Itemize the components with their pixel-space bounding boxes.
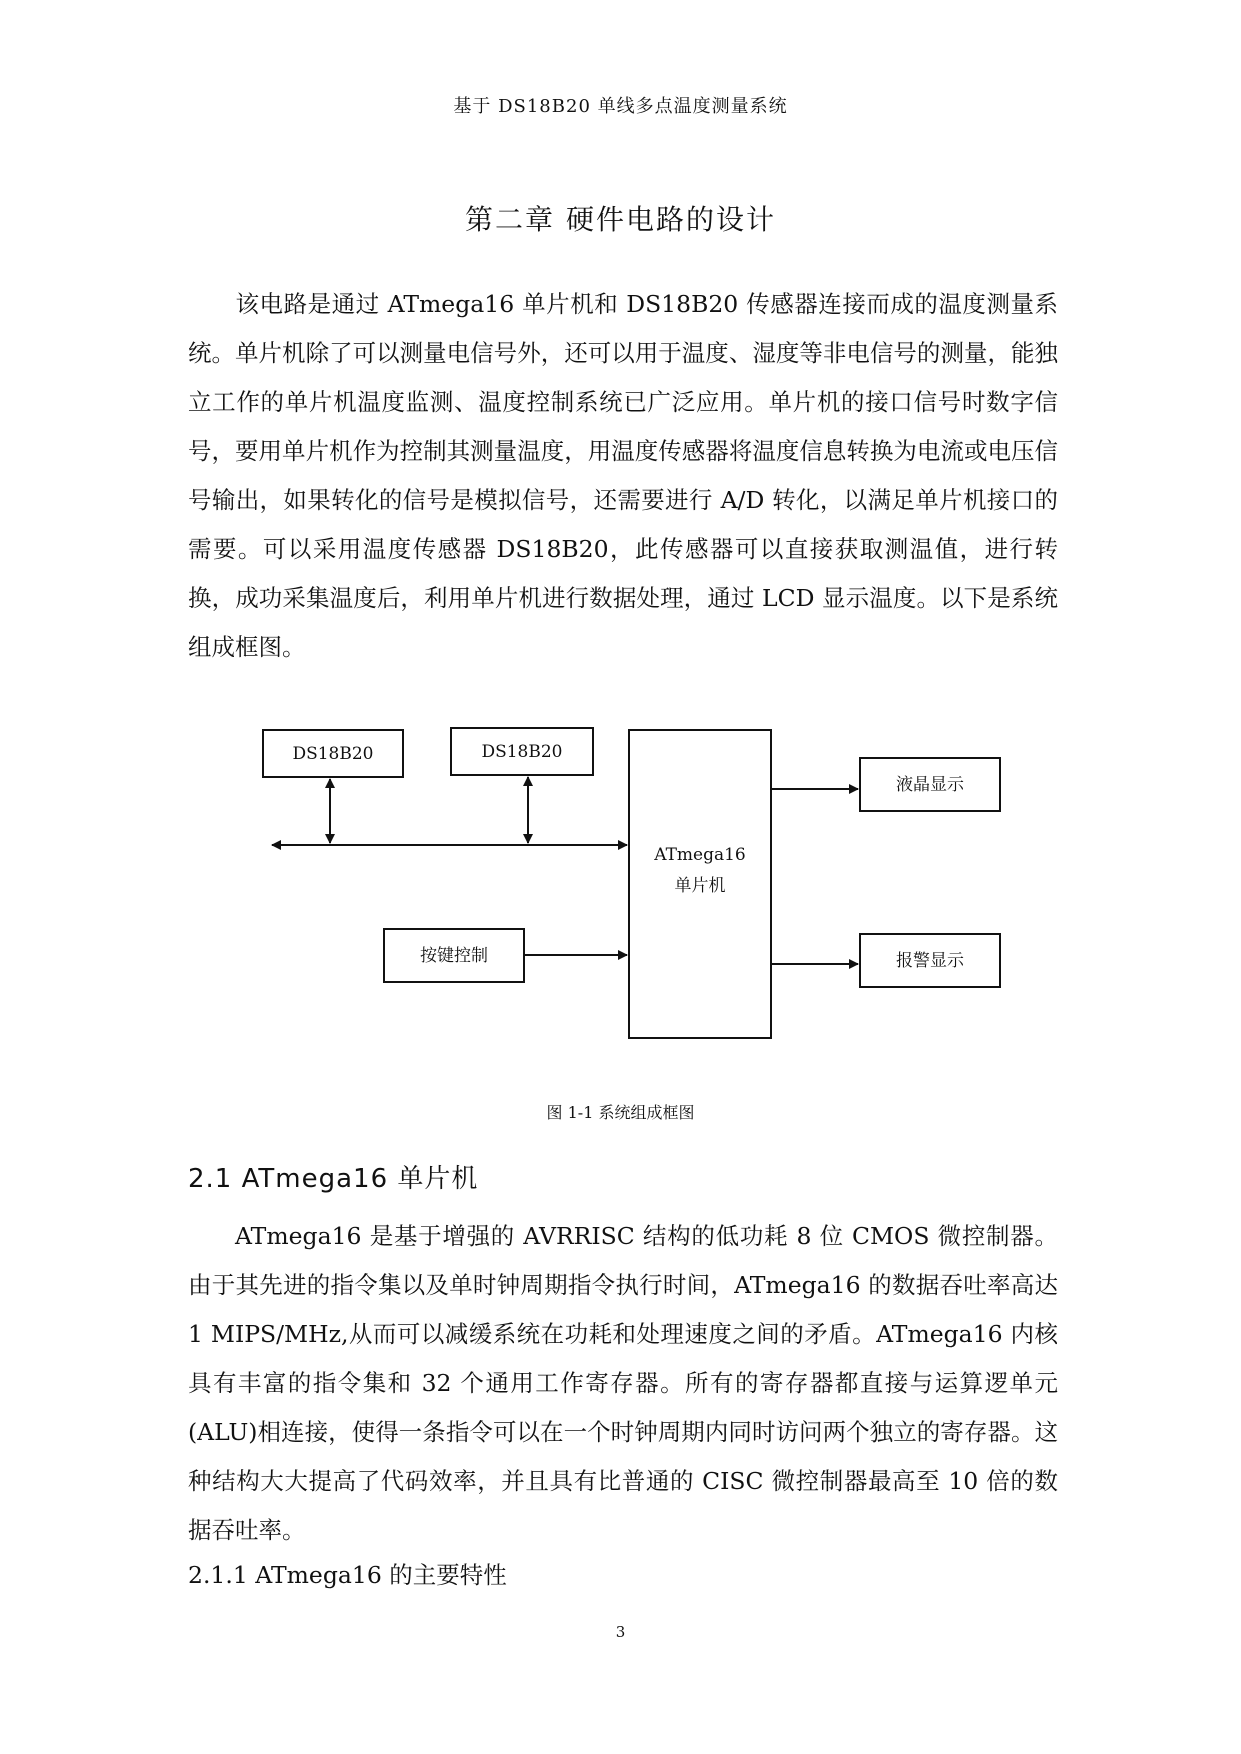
chapter-title: 第二章 硬件电路的设计 <box>465 203 776 236</box>
sensor2-label: DS18B20 <box>481 742 563 762</box>
sensor1-label: DS18B20 <box>292 744 374 764</box>
sensor1-block <box>263 730 403 777</box>
mcu-block <box>629 730 771 1038</box>
section-paragraph-text: ATmega16 是基于增强的 AVRRISC 结构的低功耗 8 位 CMOS 微控制器。由于其先进的指令集以及单时钟周期指令执行时间，ATmega16 的数据吞吐率高达 1 MIPS/MHz,从而可以减缓系统在功耗和处理速度之间的矛盾。ATmega16 内核具有丰富的指令集和 32 个通用工作寄存器。所有的寄存器都直接与运算逻单元(ALU)相连接，使得一条指令可以在一个时钟周期内同时访问两个独立的寄存器。这种结构大大提高了代码效率，并且具有比普通的 CISC 微控制器最高至 10 倍的数据吞吐率。 <box>188 1222 1058 1544</box>
lcd-block <box>860 758 1000 811</box>
alarm-label: 报警显示 <box>896 951 964 971</box>
intro-paragraph <box>188 280 1058 672</box>
intro-paragraph-text: 该电路是通过 ATmega16 单片机和 DS18B20 传感器连接而成的温度测量系统。单片机除了可以测量电信号外，还可以用于温度、湿度等非电信号的测量，能独立工作的单片机温度监测、温度控制系统已广泛应用。单片机的接口信号时数字信号，要用单片机作为控制其测量温度，用温度传感器将温度信息转换为电流或电压信号输出，如果转化的信号是模拟信号，还需要进行 A/D 转化，以满足单片机接口的需要。可以采用温度传感器 DS18B20，此传感器可以直接获取测温值，进行转换，成功采集温度后，利用单片机进行数据处理，通过 LCD 显示温度。以下是系统组成框图。 <box>188 290 1058 661</box>
keypad-label: 按键控制 <box>420 946 488 966</box>
running-header: 基于 DS18B20 单线多点温度测量系统 <box>453 96 788 117</box>
figure-caption: 图 1-1 系统组成框图 <box>546 1103 695 1122</box>
alarm-block <box>860 934 1000 987</box>
system-block-diagram <box>0 700 1241 1060</box>
section-paragraph <box>188 1212 1058 1555</box>
mcu-label-line2: 单片机 <box>674 876 726 896</box>
mcu-label-line1: ATmega16 <box>654 845 746 865</box>
keypad-block <box>384 929 524 982</box>
sensor2-block <box>451 728 593 775</box>
section-heading: 2.1 ATmega16 单片机 <box>188 1164 479 1194</box>
subsection-heading: 2.1.1 ATmega16 的主要特性 <box>188 1561 507 1589</box>
lcd-label: 液晶显示 <box>896 775 964 795</box>
page-number: 3 <box>615 1623 626 1641</box>
